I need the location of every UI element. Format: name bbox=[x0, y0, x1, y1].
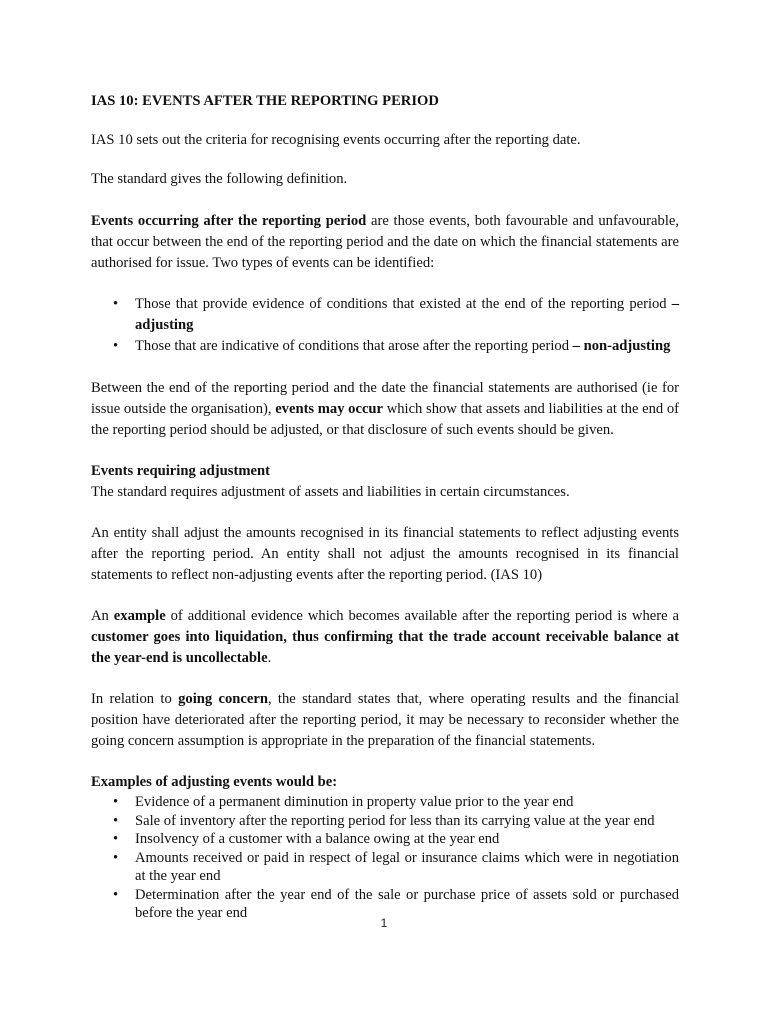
list-item bbox=[91, 830, 679, 849]
example-item-text: Evidence of a permanent diminution in property value prior to the year end bbox=[135, 794, 574, 810]
example-text-2: of additional evidence which becomes available after the reporting period is where a bbox=[165, 608, 679, 624]
definition-intro: The standard gives the following definition. bbox=[91, 171, 348, 187]
definition-paragraph bbox=[91, 211, 679, 274]
example-bold-1: example bbox=[113, 608, 166, 624]
example-bold-2: customer goes into liquidation, thus confirming that the trade account receivable balance at the year-end is uncollectable bbox=[91, 629, 679, 666]
event-type-text: Those that are indicative of conditions that arose after the reporting period bbox=[135, 338, 573, 354]
examples-heading: Examples of adjusting events would be: bbox=[91, 774, 338, 790]
event-types-list bbox=[91, 294, 679, 357]
page-number: 1 bbox=[380, 916, 388, 930]
bullet-icon: • bbox=[113, 849, 119, 866]
list-item bbox=[91, 793, 679, 812]
between-text-2: which show that assets and liabilities at the end of the reporting period should be adjusted, or that disclosure of such events should be given. bbox=[91, 401, 679, 438]
example-item-text: Sale of inventory after the reporting period for less than its carrying value at the year end bbox=[135, 812, 655, 829]
adjustment-heading: Events requiring adjustment bbox=[91, 463, 270, 479]
going-concern-text-2: , the standard states that, where operating results and the financial position have deteriorated after the reporting period, it may be necessary to reconsider whether the going concern assumption is appropriate in the preparation of the financial statements. bbox=[91, 691, 679, 749]
list-item bbox=[91, 812, 679, 831]
list-item bbox=[91, 849, 679, 886]
between-bold: events may occur bbox=[275, 401, 384, 417]
adjustment-text: The standard requires adjustment of assets and liabilities in certain circumstances. bbox=[91, 484, 570, 500]
going-concern-paragraph bbox=[91, 689, 679, 752]
bullet-icon: • bbox=[113, 886, 119, 903]
between-text-1: Between the end of the reporting period and the date the financial statements are authorised (ie for issue outside the organisation), bbox=[91, 380, 679, 417]
entity-paragraph: An entity shall adjust the amounts recognised in its financial statements to reflect adjusting events after the reporting period. An entity shall not adjust the amounts recognised in its financial statements to reflect non-adjusting events after the reporting period. (IAS 10) bbox=[91, 525, 679, 583]
between-paragraph bbox=[91, 378, 679, 441]
example-item-text: Insolvency of a customer with a balance owing at the year end bbox=[135, 831, 500, 847]
list-item bbox=[91, 336, 679, 357]
example-item-text: Determination after the year end of the sale or purchase price of assets sold or purchased before the year end bbox=[135, 886, 679, 921]
example-item-text: Amounts received or paid in respect of legal or insurance claims which were in negotiation at the year end bbox=[135, 849, 679, 884]
bullet-icon: • bbox=[113, 794, 119, 810]
bullet-icon: • bbox=[113, 831, 119, 847]
event-type-label: – adjusting bbox=[135, 296, 679, 333]
example-paragraph bbox=[91, 606, 679, 669]
adjusting-examples-list bbox=[91, 793, 679, 923]
going-concern-bold: going concern bbox=[178, 691, 268, 707]
intro-paragraph: IAS 10 sets out the criteria for recognising events occurring after the reporting date. bbox=[91, 132, 581, 148]
going-concern-text-1: In relation to bbox=[91, 691, 179, 707]
definition-text: are those events, both favourable and unfavourable, that occur between the end of the reporting period and the date on which the financial statements are authorised for issue. Two types of events can be identified: bbox=[91, 213, 679, 271]
example-text-3: . bbox=[267, 650, 272, 666]
bullet-icon: • bbox=[113, 812, 119, 829]
example-text-1: An bbox=[91, 608, 114, 624]
bullet-icon: • bbox=[113, 338, 119, 354]
event-type-text: Those that provide evidence of conditions that existed at the end of the reporting period bbox=[135, 296, 672, 312]
event-type-label: – non-adjusting bbox=[572, 338, 671, 354]
definition-term: Events occurring after the reporting period bbox=[91, 213, 367, 229]
page-title: IAS 10: EVENTS AFTER THE REPORTING PERIOD bbox=[91, 93, 439, 109]
bullet-icon: • bbox=[113, 296, 119, 312]
list-item bbox=[91, 294, 679, 336]
